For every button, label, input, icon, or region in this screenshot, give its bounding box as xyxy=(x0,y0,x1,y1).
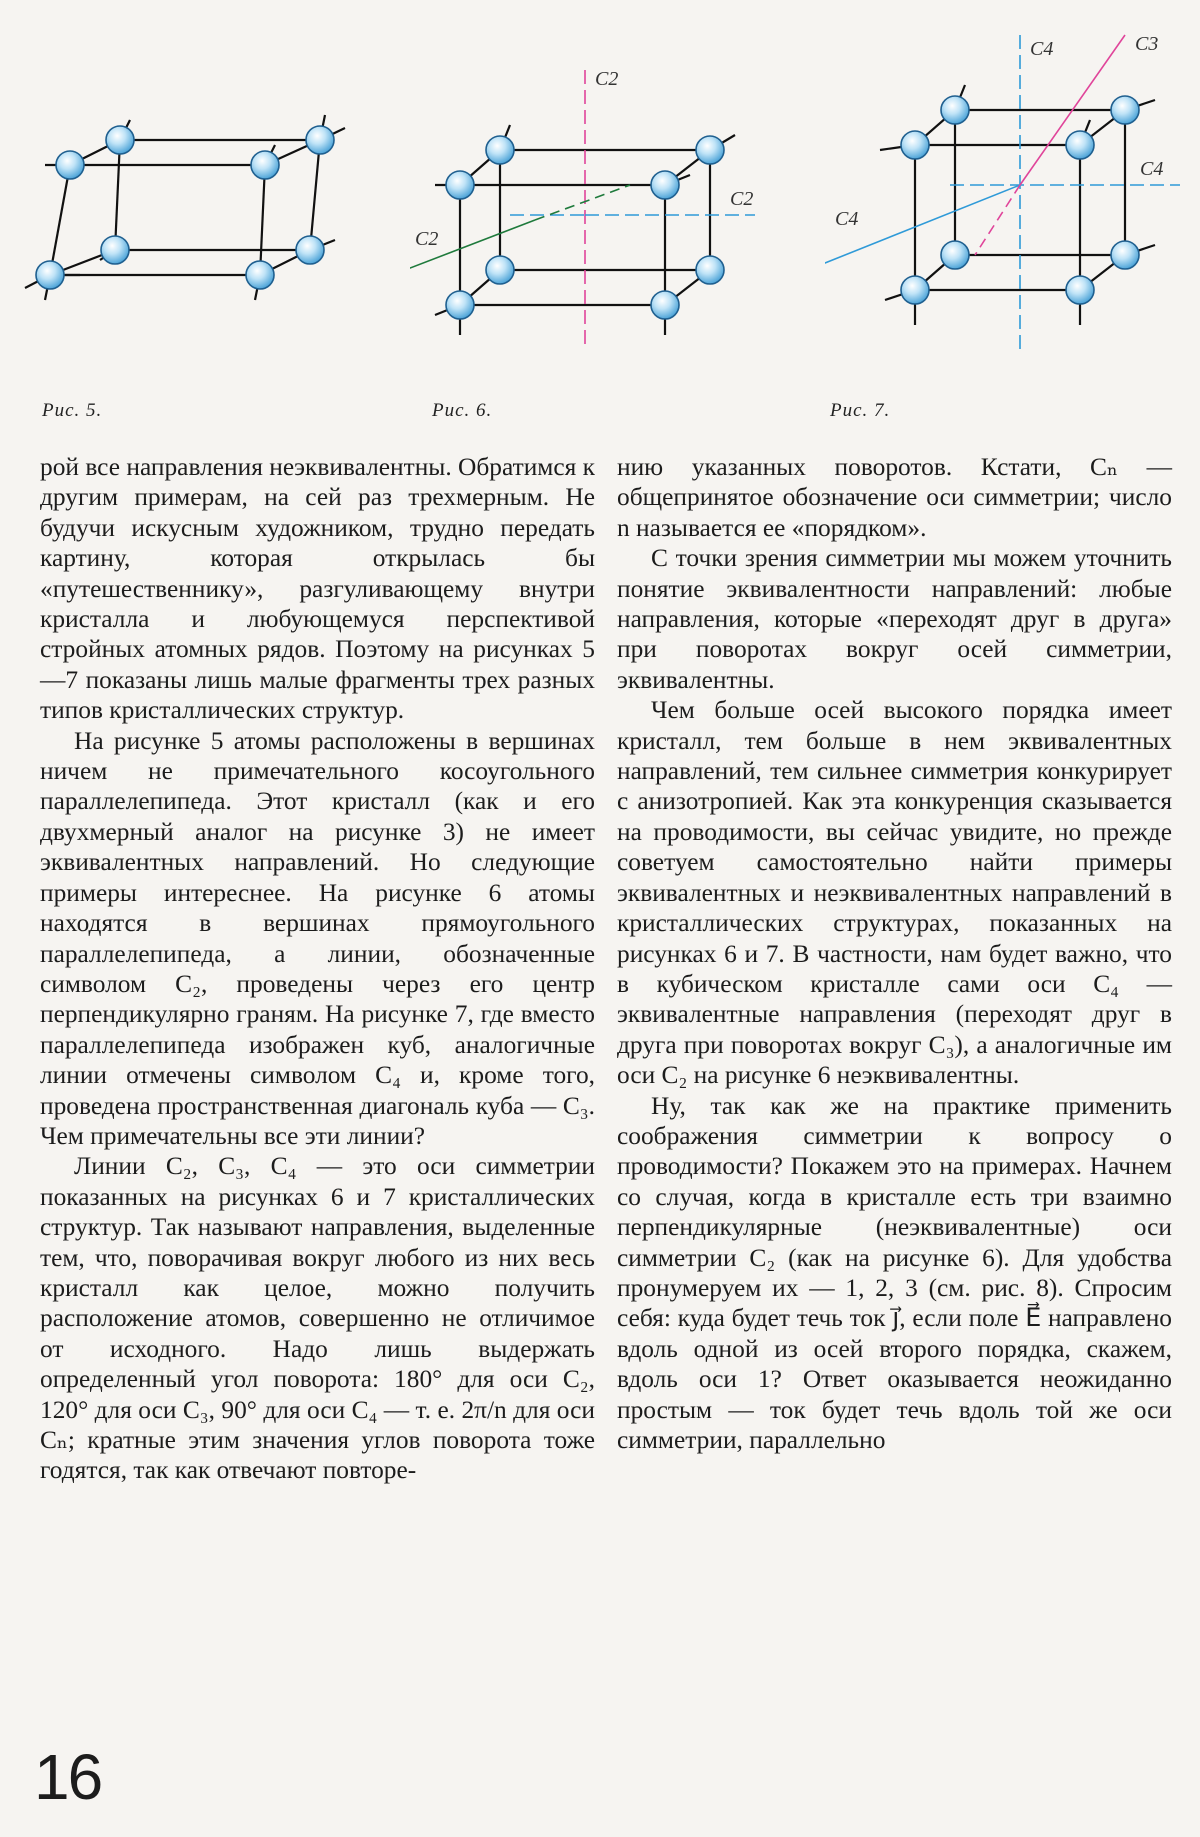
left-paragraph-1: рой все направления неэквивалентны. Обратимся к другим примерам, на сей раз трехмерным. Не будучи искусным художником, трудно передать картину, которая открылась бы «путешественнику», разгуливающему внутри кристалла и любующемуся перспективой стройных атомных рядов. Поэтому на рисунках 5—7 показаны лишь малые фрагменты трех разных типов кристаллических структур. xyxy=(40,453,595,725)
figure-5 xyxy=(20,110,360,360)
fig7-label-c3: C3 xyxy=(1135,33,1159,55)
fig7-label-c4-vertical: C4 xyxy=(1030,38,1054,60)
fig6-label-horizontal: C2 xyxy=(730,188,754,210)
left-column xyxy=(40,452,595,1486)
fig6-label-depth: C2 xyxy=(415,228,439,250)
page-number: 16 xyxy=(34,1741,102,1813)
caption-fig5: Рис. 5. xyxy=(42,400,103,421)
figure-7 xyxy=(825,30,1185,360)
right-column xyxy=(617,452,1172,1455)
fig7-label-c4-horizontal: C4 xyxy=(1140,158,1164,180)
right-paragraph-1: нию указанных поворотов. Кстати, Cₙ — общепринятое обозначение оси симметрии; число n называется ее «порядком». xyxy=(617,453,1172,542)
caption-fig7: Рис. 7. xyxy=(830,400,891,421)
left-paragraph-3: Линии C₂, C₃, C₄ — это оси симметрии показанных на рисунках 6 и 7 кристаллических структур. Так называют направления, выделенные тем, что, поворачивая вокруг любого из них весь кристалл как целое, можно получить расположение атомов, совершенно не отличимое от исходного. Надо лишь выдержать определенный угол поворота: 180° для оси C₂, 120° для оси C₃, 90° для оси C₄ — т. е. 2π/n для оси Cₙ; кратные этим значения углов поворота тоже годятся, так как отвечают повторе- xyxy=(40,1152,595,1485)
right-paragraph-3: Чем больше осей высокого порядка имеет кристалл, тем больше в нем эквивалентных направлений, тем сильнее симметрия конкурирует с анизотропией. Как эта конкуренция сказывается на проводимости, вы сейчас увидите, но прежде советуем самостоятельно найти примеры эквивалентных и неэквивалентных направлений в кристаллических структурах, показанных на рисунках 6 и 7. В частности, нам будет важно, что в кубическом кристалле сами оси C₄ — эквивалентные направления (переходят друг в друга при поворотах вокруг C₃), а аналогичные им оси C₂ на рисунке 6 неэквивалентны. xyxy=(617,696,1172,1090)
caption-fig6: Рис. 6. xyxy=(432,400,493,421)
fig7-label-c4-depth: C4 xyxy=(835,208,859,230)
right-paragraph-4: Ну, так как же на практике применить соображения симметрии к вопросу о проводимости? Покажем это на примерах. Начнем со случая, когда в кристалле есть три взаимно перпендикулярные (неэквивалентные) оси симметрии C₂ (как на рисунке 6). Для удобства пронумеруем их — 1, 2, 3 (см. рис. 8). Спросим себя: куда будет течь ток j⃗, если поле E⃗ направлено вдоль одной из осей второго порядка, скажем, вдоль оси 1? Ответ оказывается неожиданно простым — ток будет течь вдоль той же оси симметрии, параллельно xyxy=(617,1091,1172,1454)
left-paragraph-2: На рисунке 5 атомы расположены в вершинах ничем не примечательного косоугольного параллелепипеда. Этот кристалл (как и его двухмерный аналог на рисунке 3) не имеет эквивалентных направлений. Но следующие примеры интереснее. На рисунке 6 атомы находятся в вершинах прямоугольного параллелепипеда, а линии, обозначенные символом C₂, проведены через его центр перпендикулярно граням. На рисунке 7, где вместо параллелепипеда изображен куб, аналогичные линии отмечены символом C₄ и, кроме того, проведена пространственная диагональ куба — C₃. Чем примечательны все эти линии? xyxy=(40,726,595,1150)
fig6-label-vertical: C2 xyxy=(595,68,619,90)
right-paragraph-2: С точки зрения симметрии мы можем уточнить понятие эквивалентности направлений: любые направления, которые «переходят друг в друга» при поворотах вокруг осей симметрии, эквивалентны. xyxy=(617,544,1172,694)
figures-row xyxy=(0,0,1200,420)
figure-6 xyxy=(410,60,770,360)
